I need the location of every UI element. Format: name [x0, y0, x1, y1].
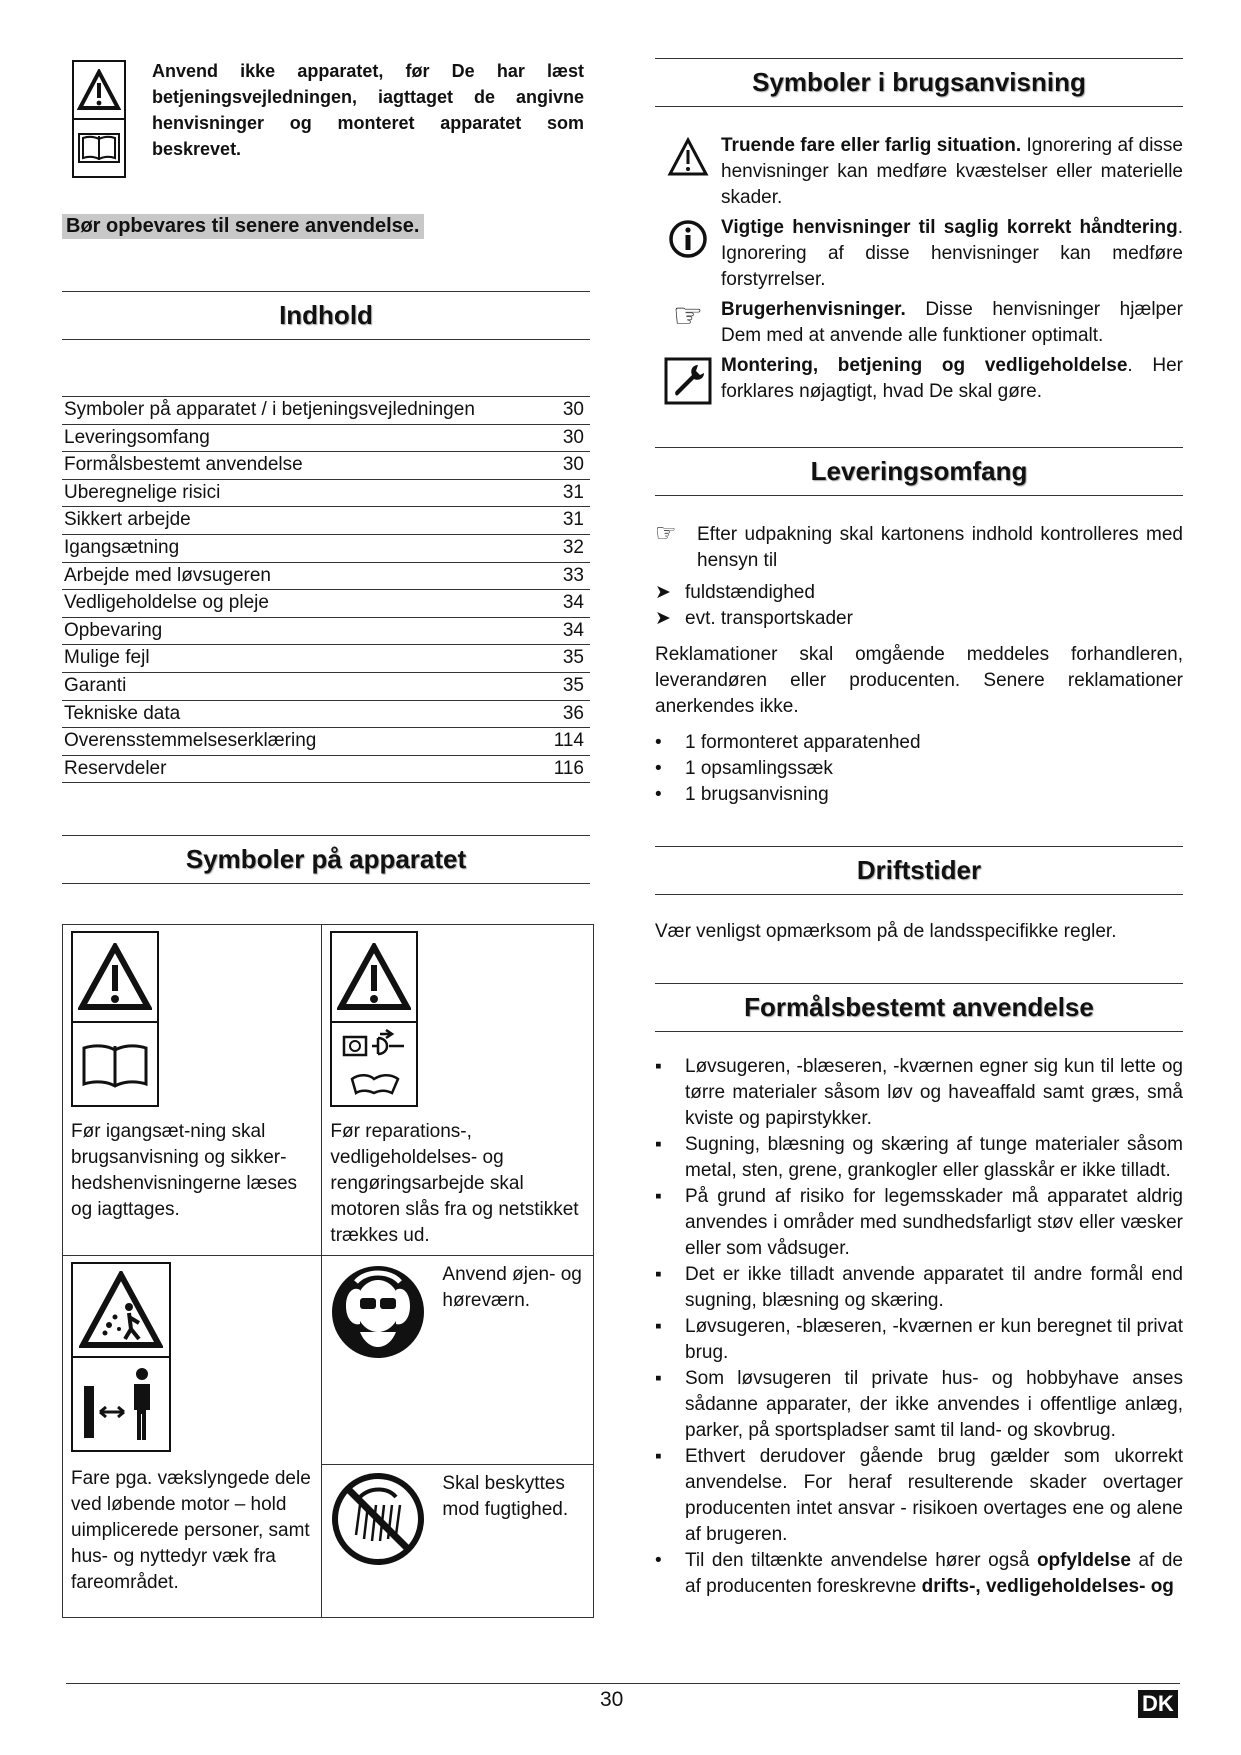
list-item-text: fuldstændighed: [685, 582, 815, 603]
last-bold1: opfyldelse: [1036, 1550, 1131, 1571]
toc-label: Leveringsomfang: [64, 426, 210, 448]
toc-row: [62, 479, 590, 507]
list-item-text: 1 formonteret apparatenhed: [685, 732, 921, 753]
device-symbols-table: [62, 924, 594, 1618]
list-item: [655, 1132, 1183, 1184]
list-item: [655, 1054, 1183, 1132]
manual-symbol-item: [655, 353, 1183, 405]
toc-page: 35: [562, 674, 584, 696]
delivery-note-text: Efter udpakning skal kartonens indhold kontrolleres med hensyn til: [697, 524, 1183, 571]
list-item-text: 1 brugsanvisning: [685, 784, 829, 805]
toc-page: 30: [562, 399, 584, 420]
plug-manual-icon: [332, 1021, 416, 1105]
toc-page: 35: [562, 647, 584, 669]
protection-text: Anvend øjen- og høreværn.: [442, 1264, 582, 1312]
toc-label: Mulige fejl: [64, 647, 150, 669]
operating-times-title: Driftstider: [655, 846, 1183, 895]
list-item-text: 1 opsamlingssæk: [685, 758, 833, 779]
warning-triangle-icon: [73, 933, 157, 1021]
intro-text: Anvend ikke apparatet, før De har læst betjeningsvejledningen, iagttaget de angivne henvisninger og monteret apparatet som beskrevet.: [152, 61, 584, 159]
manual-symbols-title: Symboler i brugsanvisning: [655, 58, 1183, 107]
delivery-note: [655, 522, 1183, 574]
keep-distance-icon: [73, 1356, 169, 1450]
toc-label: Igangsætning: [64, 536, 180, 558]
symbol-cell-flying-parts: [63, 1256, 322, 1618]
flying-debris-icon: [73, 1264, 169, 1356]
read-manual-icons: [71, 931, 159, 1107]
delivery-complaints: Reklamationer skal omgående meddeles forhandleren, leverandøren eller producenten. Senere reklamationer anerkendes ikke.: [655, 644, 1183, 717]
warning-triangle-icon: [332, 933, 416, 1021]
language-badge: DK: [1138, 1690, 1178, 1718]
list-item: [655, 1184, 1183, 1262]
list-item-text: Som løvsugeren til private hus- og hobbyhave anses sådanne apparater, der ikke anvendes i offentlige anlæg, parker, på sportspladser samt til land- og skovbrug.: [685, 1368, 1183, 1441]
keep-note: Bør opbevares til senere anvendelse.: [62, 214, 424, 239]
bullet-icon: ▪: [655, 1446, 662, 1467]
toc-page: 31: [562, 509, 584, 531]
list-item: [655, 1262, 1183, 1314]
unplug-icons: [330, 931, 418, 1107]
list-item-text: Det er ikke tilladt anvende apparatet til andre formål end sugning, blæsning og skæring.: [685, 1264, 1183, 1311]
toc-row: [62, 534, 590, 562]
bullet-icon: ➤: [655, 582, 671, 603]
toc-label: Vedligeholdelse og pleje: [64, 592, 269, 614]
toc-row: [62, 396, 590, 424]
last-mid: af de af producenten foreskrevne: [685, 1550, 1183, 1597]
toc-row: [62, 589, 590, 617]
symbol-cell-read-manual: [63, 925, 322, 1256]
flying-parts-icons: [71, 1262, 171, 1452]
manual-symbol-desc: Disse henvisninger hjælper Dem med at anvende alle funktioner optimalt.: [721, 299, 1183, 346]
toc-label: Tekniske data: [64, 702, 181, 724]
delivery-contents: [655, 730, 1183, 808]
toc-page: 34: [562, 619, 584, 641]
list-item: [655, 1444, 1183, 1548]
bullet-icon: ▪: [655, 1316, 662, 1337]
bullet-icon: ▪: [655, 1056, 662, 1077]
manual-symbols-list: [655, 133, 1183, 405]
toc-row: [62, 451, 590, 479]
symbol-cell-protection: [322, 1256, 594, 1465]
toc-label: Garanti: [64, 674, 127, 696]
manual-symbol-desc: Ignorering af disse henvisninger kan medføre kvæstelser eller materielle skader.: [721, 135, 1183, 208]
manual-symbol-text: [721, 215, 1183, 293]
list-item-text: På grund af risiko for legemsskader må apparatet aldrig anvendes i områder med sundhedsfarligt støv eller væsker eller som vådsuger.: [685, 1186, 1183, 1259]
manual-symbol-bold: Truende fare eller farlig situation.: [721, 135, 1022, 156]
warning-triangle-icon: [74, 62, 124, 118]
toc-label: Uberegnelige risici: [64, 481, 221, 503]
toc-row: [62, 755, 590, 784]
manual-symbol-item: [655, 133, 1183, 211]
manual-symbol-item: [655, 215, 1183, 293]
manual-symbol-text: [721, 133, 1183, 211]
delivery-checks: [655, 580, 1183, 632]
intended-use-title: Formålsbestemt anvendelse: [655, 983, 1183, 1032]
list-item: [655, 756, 1183, 782]
toc-page: 34: [562, 592, 584, 614]
intended-use-last: [655, 1548, 1183, 1600]
left-column: [62, 56, 594, 1618]
wrench-icon: [655, 353, 721, 405]
manual-symbol-bold: Vigtige henvisninger til saglig korrekt håndtering: [721, 217, 1178, 238]
bullet-icon: ▪: [655, 1368, 662, 1389]
toc-title: Indhold: [62, 291, 590, 340]
bullet-icon: ➤: [655, 608, 671, 629]
eye-ear-protection-icon: [330, 1262, 426, 1370]
bullet-icon: •: [655, 758, 662, 779]
bullet-icon: •: [655, 784, 662, 805]
list-item-text: Ethvert derudover gående brug gælder som ukorrekt anvendelse. For heraf resulterende skader overtager producenten intet ansvar - risikoen overtages ene og alene af brugeren.: [685, 1446, 1183, 1545]
manual-symbol-text: [721, 297, 1183, 349]
unplug-text: Før reparations-, vedligeholdelses- og rengøringsarbejde skal motoren slås fra og netstikket trækkes ud.: [330, 1121, 579, 1247]
toc-row: [62, 727, 590, 755]
toc-list: [62, 396, 590, 783]
symbol-cell-unplug: [322, 925, 594, 1256]
toc-row: [62, 617, 590, 645]
toc-row: [62, 700, 590, 728]
toc-row: [62, 644, 590, 672]
bullet-icon: •: [655, 732, 662, 753]
book-icon: [74, 118, 124, 176]
delivery-title: Leveringsomfang: [655, 447, 1183, 496]
no-rain-icon: [330, 1471, 426, 1575]
toc-label: Formålsbestemt anvendelse: [64, 454, 303, 476]
book-icon: [73, 1021, 157, 1105]
last-bold2: drifts-, vedligeholdelses- og: [921, 1576, 1174, 1597]
intro-icons: [72, 60, 126, 178]
bullet-icon: ▪: [655, 1186, 662, 1207]
intro-warning: [62, 56, 594, 186]
operating-times-text: Vær venligst opmærksom på de landsspecifikke regler.: [655, 921, 1117, 942]
toc-label: Sikkert arbejde: [64, 509, 191, 531]
toc-page: 114: [553, 730, 584, 752]
toc-page: 30: [562, 426, 584, 448]
list-item-text: evt. transportskader: [685, 608, 853, 629]
list-item-text: Løvsugeren, -blæseren, -kværnen egner sig kun til lette og tørre materialer såsom løv og haveaffald samt græs, små kviste og papirstykker.: [685, 1056, 1183, 1129]
toc-row: [62, 506, 590, 534]
bullet-icon: •: [655, 1550, 662, 1571]
toc-page: 36: [562, 702, 584, 724]
toc-label: Arbejde med løvsugeren: [64, 564, 271, 586]
toc-row: [62, 562, 590, 590]
list-item: [655, 580, 1183, 606]
list-item: [655, 606, 1183, 632]
list-item: [655, 782, 1183, 808]
toc-page: 31: [562, 481, 584, 503]
list-item-text: Løvsugeren, -blæseren, -kværnen er kun beregnet til privat brug.: [685, 1316, 1183, 1363]
toc-label: Reservdeler: [64, 757, 167, 779]
pointing-hand-icon: ☞: [655, 520, 677, 547]
toc-row: [62, 424, 590, 452]
moisture-text: Skal beskyttes mod fugtighed.: [442, 1473, 569, 1521]
last-pre: Til den tiltænkte anvendelse hører også: [685, 1550, 1037, 1571]
device-symbols-title: Symboler på apparatet: [62, 835, 590, 884]
toc-label: Symboler på apparatet / i betjeningsvejledningen: [64, 399, 475, 420]
manual-symbol-desc: . Ignorering af disse henvisninger kan medføre forstyrrelser.: [721, 217, 1183, 290]
symbol-cell-moisture: [322, 1465, 594, 1618]
toc-row: [62, 672, 590, 700]
footer-divider: [66, 1683, 1180, 1684]
list-item-text: Sugning, blæsning og skæring af tunge materialer såsom metal, sten, grene, grankogler eller glasskår er ikke tilladt.: [685, 1134, 1183, 1181]
toc-label: Opbevaring: [64, 619, 163, 641]
read-manual-text: Før igangsæt-ning skal brugsanvisning og sikker-hedshenvisningerne læses og iagttages.: [71, 1121, 298, 1221]
toc-label: Overensstemmelseserklæring: [64, 730, 317, 752]
right-column: [655, 56, 1183, 1600]
warning-triangle-icon: [655, 133, 721, 211]
toc-page: 32: [562, 536, 584, 558]
intended-use-list: [655, 1054, 1183, 1548]
manual-symbol-text: [721, 353, 1183, 405]
manual-symbol-desc: . Her forklares nøjagtigt, hvad De skal gøre.: [721, 355, 1183, 402]
toc-page: 33: [562, 564, 584, 586]
bullet-icon: ▪: [655, 1264, 662, 1285]
manual-symbol-bold: Montering, betjening og vedligeholdelse: [721, 355, 1128, 376]
manual-symbol-bold: Brugerhenvisninger.: [721, 299, 906, 320]
manual-symbol-item: [655, 297, 1183, 349]
bullet-icon: ▪: [655, 1134, 662, 1155]
info-icon: [655, 215, 721, 293]
toc-page: 116: [553, 757, 584, 779]
list-item: [655, 1548, 1183, 1600]
pointing-hand-icon: ☞: [672, 297, 704, 335]
toc-page: 30: [562, 454, 584, 476]
list-item: [655, 1366, 1183, 1444]
flying-parts-text: Fare pga. vækslyngede dele ved løbende motor – hold uimplicerede personer, samt hus- og nyttedyr væk fra fareområdet.: [71, 1468, 311, 1594]
page-number: 30: [600, 1688, 624, 1711]
list-item: [655, 1314, 1183, 1366]
list-item: [655, 730, 1183, 756]
